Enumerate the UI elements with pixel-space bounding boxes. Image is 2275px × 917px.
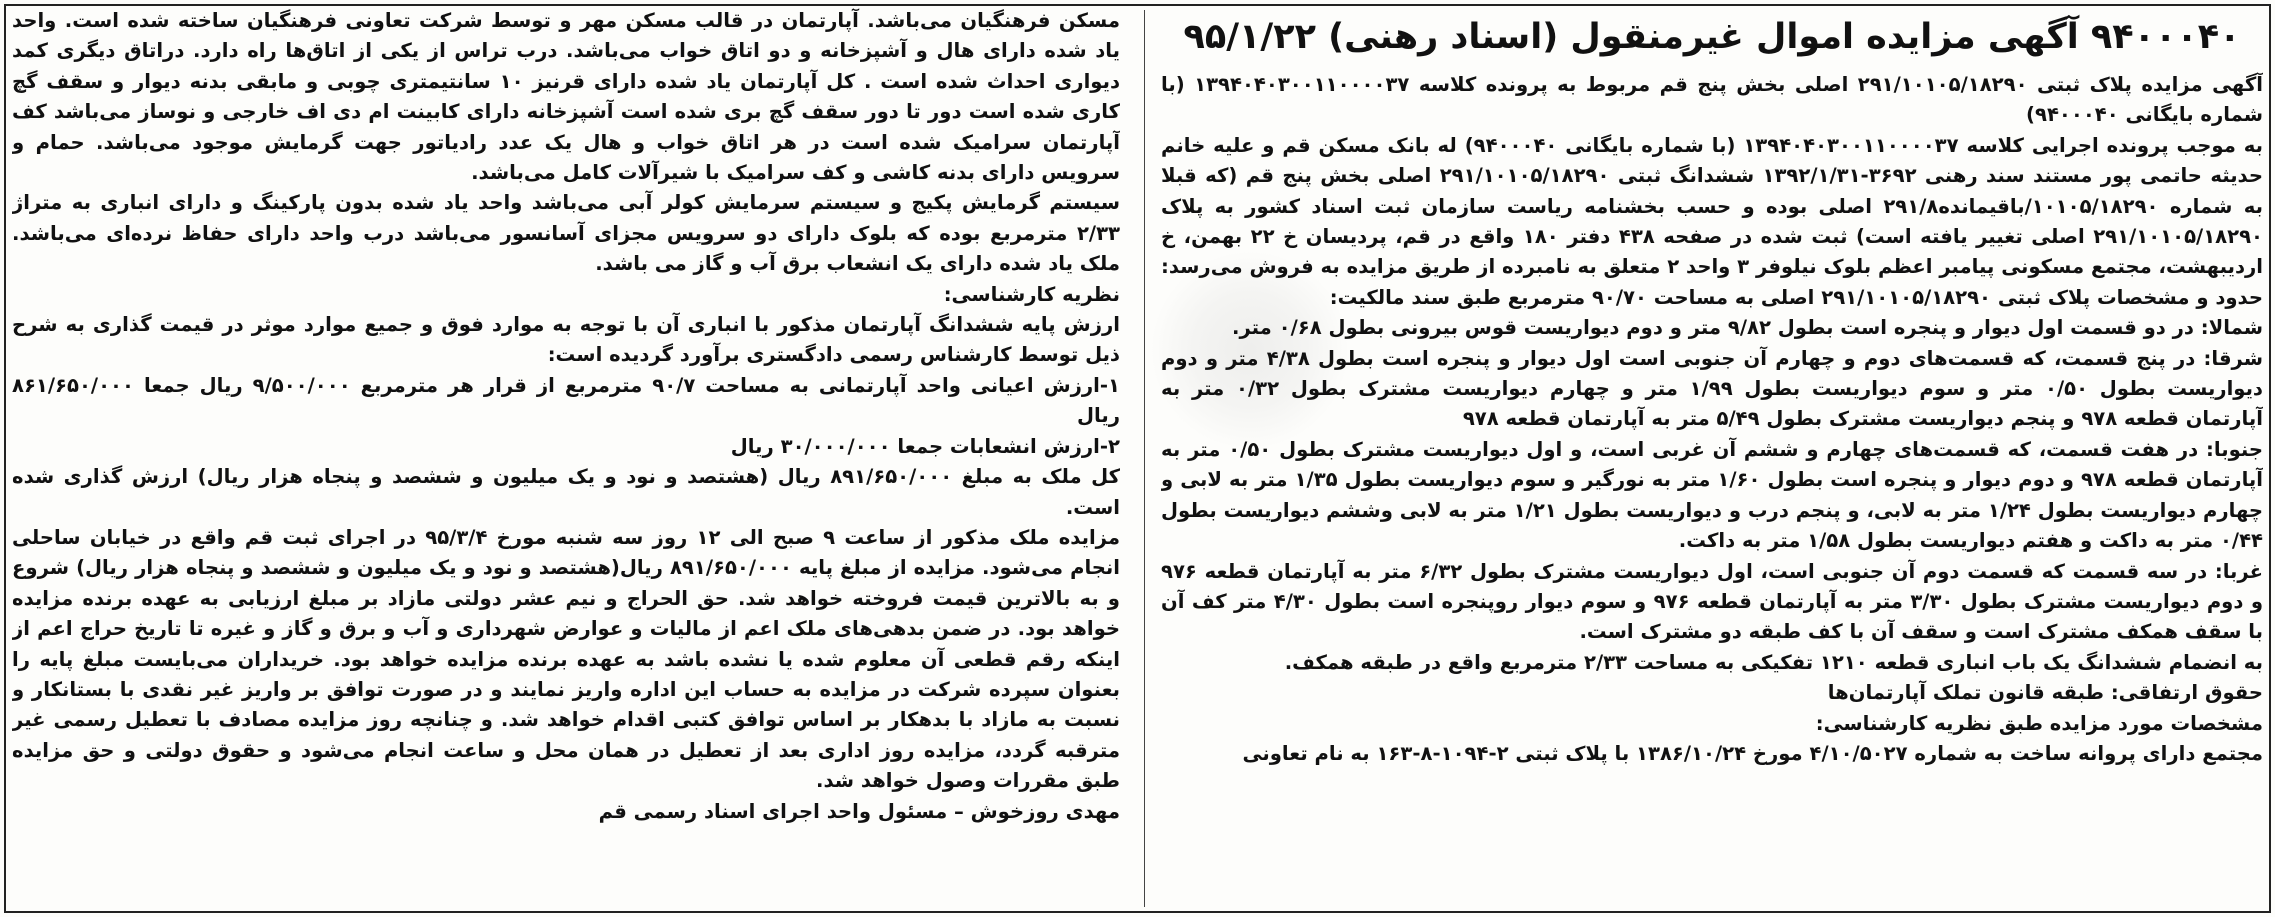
- west-boundary: غربا: در سه قسمت که قسمت دوم آن جنوبی است، اول دیواریست مشترک بطول ۶/۳۲ متر به آپارتمان قطعه ۹۷۶ و دوم دیواریست مشترک بطول ۳/۳۰ متر به آپارتمان قطعه ۹۷۶ و سوم دیوار روپنجره است بطول ۴/۳۰ متر کف آن با سقف همکف مشترک است و سقف آن با کف طبقه دو مشترک است.: [1161, 559, 2263, 644]
- easement-rights: حقوق ارتفاقی: طبقه قانون تملک آپارتمان‌ها: [1827, 681, 2263, 705]
- appraisal-heading: نظریه کارشناسی:: [943, 282, 1120, 306]
- boundaries-heading: حدود و مشخصات پلاک ثبتی ۲۹۱/۱۰۱۰۵/۱۸۲۹۰ اصلی به مساحت ۹۰/۷۰ مترمربع طبق سند مالکیت:: [1329, 285, 2263, 309]
- permit-paragraph: مجتمع دارای پروانه ساخت به شماره ۴/۱۰/۵۰۲۷ مورخ ۱۳۸۶/۱۰/۲۴ با پلاک ثبتی ۲-۱۰۹۴-۸-۱۶۳ به نام تعاونی: [1242, 741, 2263, 765]
- signature-line: مهدی روزخوش – مسئول واحد اجرای اسناد رسمی قم: [598, 799, 1120, 823]
- description-paragraph: مسکن فرهنگیان می‌باشد. آپارتمان در قالب مسکن مهر و توسط شرکت تعاونی فرهنگیان ساخته شده است. واحد یاد شده دارای هال و آشپزخانه و دو اتاق خواب می‌باشد. درب تراس از یکی از اتاق‌ها راه دارد. دراتاق دیگری کمد دیواری احداث شده است . کل آپارتمان یاد شده دارای قرنیز ۱۰ سانتیمتری چوبی و مابقی بدنه دیوار و سقف گچ کاری شده است دور تا دور سقف گچ بری شده است آشپزخانه دارای کابینت ام دی اف خارجی و نوساز می‌باشد کف آپارتمان سرامیک شده است در هر اتاق خواب و هال یک عدد رادیاتور جهت گرمایش موجود می‌باشد. حمام و سرویس دارای بدنه کاشی و کف سرامیک با شیرآلات کامل می‌باشد.: [12, 9, 1120, 185]
- south-boundary: جنوبا: در هفت قسمت، که قسمت‌های چهارم و ششم آن غربی است، و اول دیواریست مشترک بطول ۰/۵۰ متر به آپارتمان قطعه ۹۷۸ و دوم دیوار و پنجره است بطول ۱/۶۰ متر به نورگیر و سوم دیواریست بطول ۱/۳۵ متر به لابی و چهارم دیواریست بطول ۱/۲۴ متر به لابی، و پنجم درب و دیواریست بطول ۱/۲۱ متر به لابی وششم دیواریست بطول ۰/۴۴ متر به داکت و هفتم دیواریست بطول ۱/۵۸ متر به داکت.: [1161, 437, 2263, 553]
- storage-annex: به انضمام ششدانگ یک باب انباری قطعه ۱۲۱۰ تفکیکی به مساحت ۲/۳۳ مترمربع واقع در طبقه همکف.: [1284, 650, 2263, 674]
- left-column: [12, 6, 1120, 911]
- east-boundary: شرقا: در پنج قسمت، که قسمت‌های دوم و چهارم آن جنوبی است اول دیوار و پنجره است بطول ۴/۳۸ متر و دوم دیواریست بطول ۰/۵۰ متر و سوم دیواریست بطول ۱/۹۹ متر و چهارم دیواریست مشترک بطول ۰/۳۲ متر به آپارتمان قطعه ۹۷۸ و پنجم دیواریست مشترک بطول ۵/۴۹ متر به آپارتمان قطعه ۹۷۸: [1161, 346, 2263, 431]
- case-paragraph: به موجب پرونده اجرایی کلاسه ۱۳۹۴۰۴۰۳۰۰۱۱۰۰۰۰۳۷ (با شماره بایگانی ۹۴۰۰۰۴۰) له بانک مسکن قم و علیه خانم حدیثه حاتمی پور مستند سند رهنی ۳۶۹۲-۱۳۹۲/۱/۳۱ ششدانگ ثبتی ۲۹۱/۱۰۱۰۵/۱۸۲۹۰ اصلی بخش پنج قم (که قبلا به شماره ۱۰۱۰۵/۱۸۲۹۰/باقیمانده۲۹۱/۸ اصلی بوده و حسب بخشنامه ریاست سازمان ثبت اسناد کشور به پلاک ۲۹۱/۱۰۱۰۵/۱۸۲۹۰ اصلی تغییر یافته است) ثبت شده در صفحه ۴۳۸ دفتر ۱۸۰ واقع در قم، پردیسان خ ۲۲ بهمن، خ اردیبهشت، مجتمع مسکونی پیامبر اعظم بلوک نیلوفر ۳ واحد ۲ متعلق به نامبرده از طریق مزایده به فروش می‌رسد:: [1161, 133, 2263, 279]
- notice-title: ۹۴۰۰۰۴۰ آگهی مزایده اموال غیرمنقول (اسناد رهنی) ۹۵/۱/۲۲: [1183, 17, 2241, 57]
- specs-heading: مشخصات مورد مزایده طبق نظریه کارشناسی:: [1815, 711, 2263, 735]
- north-boundary: شمالا: در دو قسمت اول دیوار و پنجره است بطول ۹/۸۲ متر و دوم دیواریست قوس بیرونی بطول ۰/۶۸ متر.: [1232, 316, 2263, 340]
- right-column: [1161, 6, 2263, 911]
- appraisal-item-2: ۲-ارزش انشعابات جمعا ۳۰/۰۰۰/۰۰۰ ریال: [730, 434, 1120, 458]
- appraisal-total: کل ملک به مبلغ ۸۹۱/۶۵۰/۰۰۰ ریال (هشتصد و نود و یک میلیون و ششصد و پنجاه هزار ریال) ارزش گذاری شده است.: [12, 465, 1120, 519]
- column-divider: [1144, 10, 1145, 907]
- appraisal-item-1: ۱-ارزش اعیانی واحد آپارتمانی به مساحت ۹۰/۷ مترمربع از قرار هر مترمربع ۹/۵۰۰/۰۰۰ ریال جمعا ۸۶۱/۶۵۰/۰۰۰ ریال: [12, 373, 1120, 428]
- intro-paragraph: آگهی مزایده پلاک ثبتی ۲۹۱/۱۰۱۰۵/۱۸۲۹۰ اصلی بخش پنج قم مربوط به پرونده کلاسه ۱۳۹۴۰۴۰۳۰۰۱۱۰۰۰۰۳۷ (با شماره بایگانی ۹۴۰۰۰۴۰): [1161, 73, 2263, 127]
- appraisal-intro: ارزش پایه ششدانگ آپارتمان مذکور با انباری آن با توجه به موارد فوق و جمیع موارد موثر در قیمت گذاری به شرح ذیل توسط کارشناس رسمی دادگستری برآورد گردیده است:: [12, 313, 1120, 367]
- systems-paragraph: سیستم گرمایش پکیج و سیستم سرمایش کولر آبی می‌باشد واحد یاد شده بدون پارکینگ و دارای انباری به متراژ ۲/۳۳ مترمربع بوده که بلوک دارای دو سرویس مجزای آسانسور می‌باشد درب واحد دارای حفاظ نرده‌ای می‌باشد. ملک یاد شده دارای یک انشعاب برق آب و گاز می باشد.: [12, 191, 1120, 276]
- auction-terms: مزایده ملک مذکور از ساعت ۹ صبح الی ۱۲ روز سه شنبه مورخ ۹۵/۳/۴ در اجرای ثبت قم واقع در خیابان ساحلی انجام می‌شود. مزایده از مبلغ پایه ۸۹۱/۶۵۰/۰۰۰ ریال(هشتصد و نود و یک میلیون و ششصد و پنجاه هزار ریال) شروع و به بالاترین قیمت فروخته خواهد شد. حق الحراج و نیم عشر دولتی مازاد بر مبلغ ارزیابی به عهده برنده مزایده خواهد بود. در ضمن بدهی‌های ملک اعم از مالیات و عوارض شهرداری و آب و برق و گاز و غیره تا تاریخ حراج اعم از اینکه رقم قطعی آن معلوم شده یا نشده باشد به عهده برنده مزایده خواهد بود. خریداران می‌بایست مبلغ پایه را بعنوان سپرده شرکت در مزایده به حساب این اداره واریز نمایند و در صورت توافق بر واریز غیر نقدی با بستانکار و نسبت به مازاد با بدهکار بر اساس توافق کتبی اقدام خواهد شد. و چنانچه روز مزایده مصادف با تعطیل رسمی غیر مترقبه گردد، مزایده روز اداری بعد از تعطیل در همان محل و ساعت انجام می‌شود و حقوق دولتی و حق مزایده طبق مقررات وصول خواهد شد.: [12, 525, 1120, 793]
